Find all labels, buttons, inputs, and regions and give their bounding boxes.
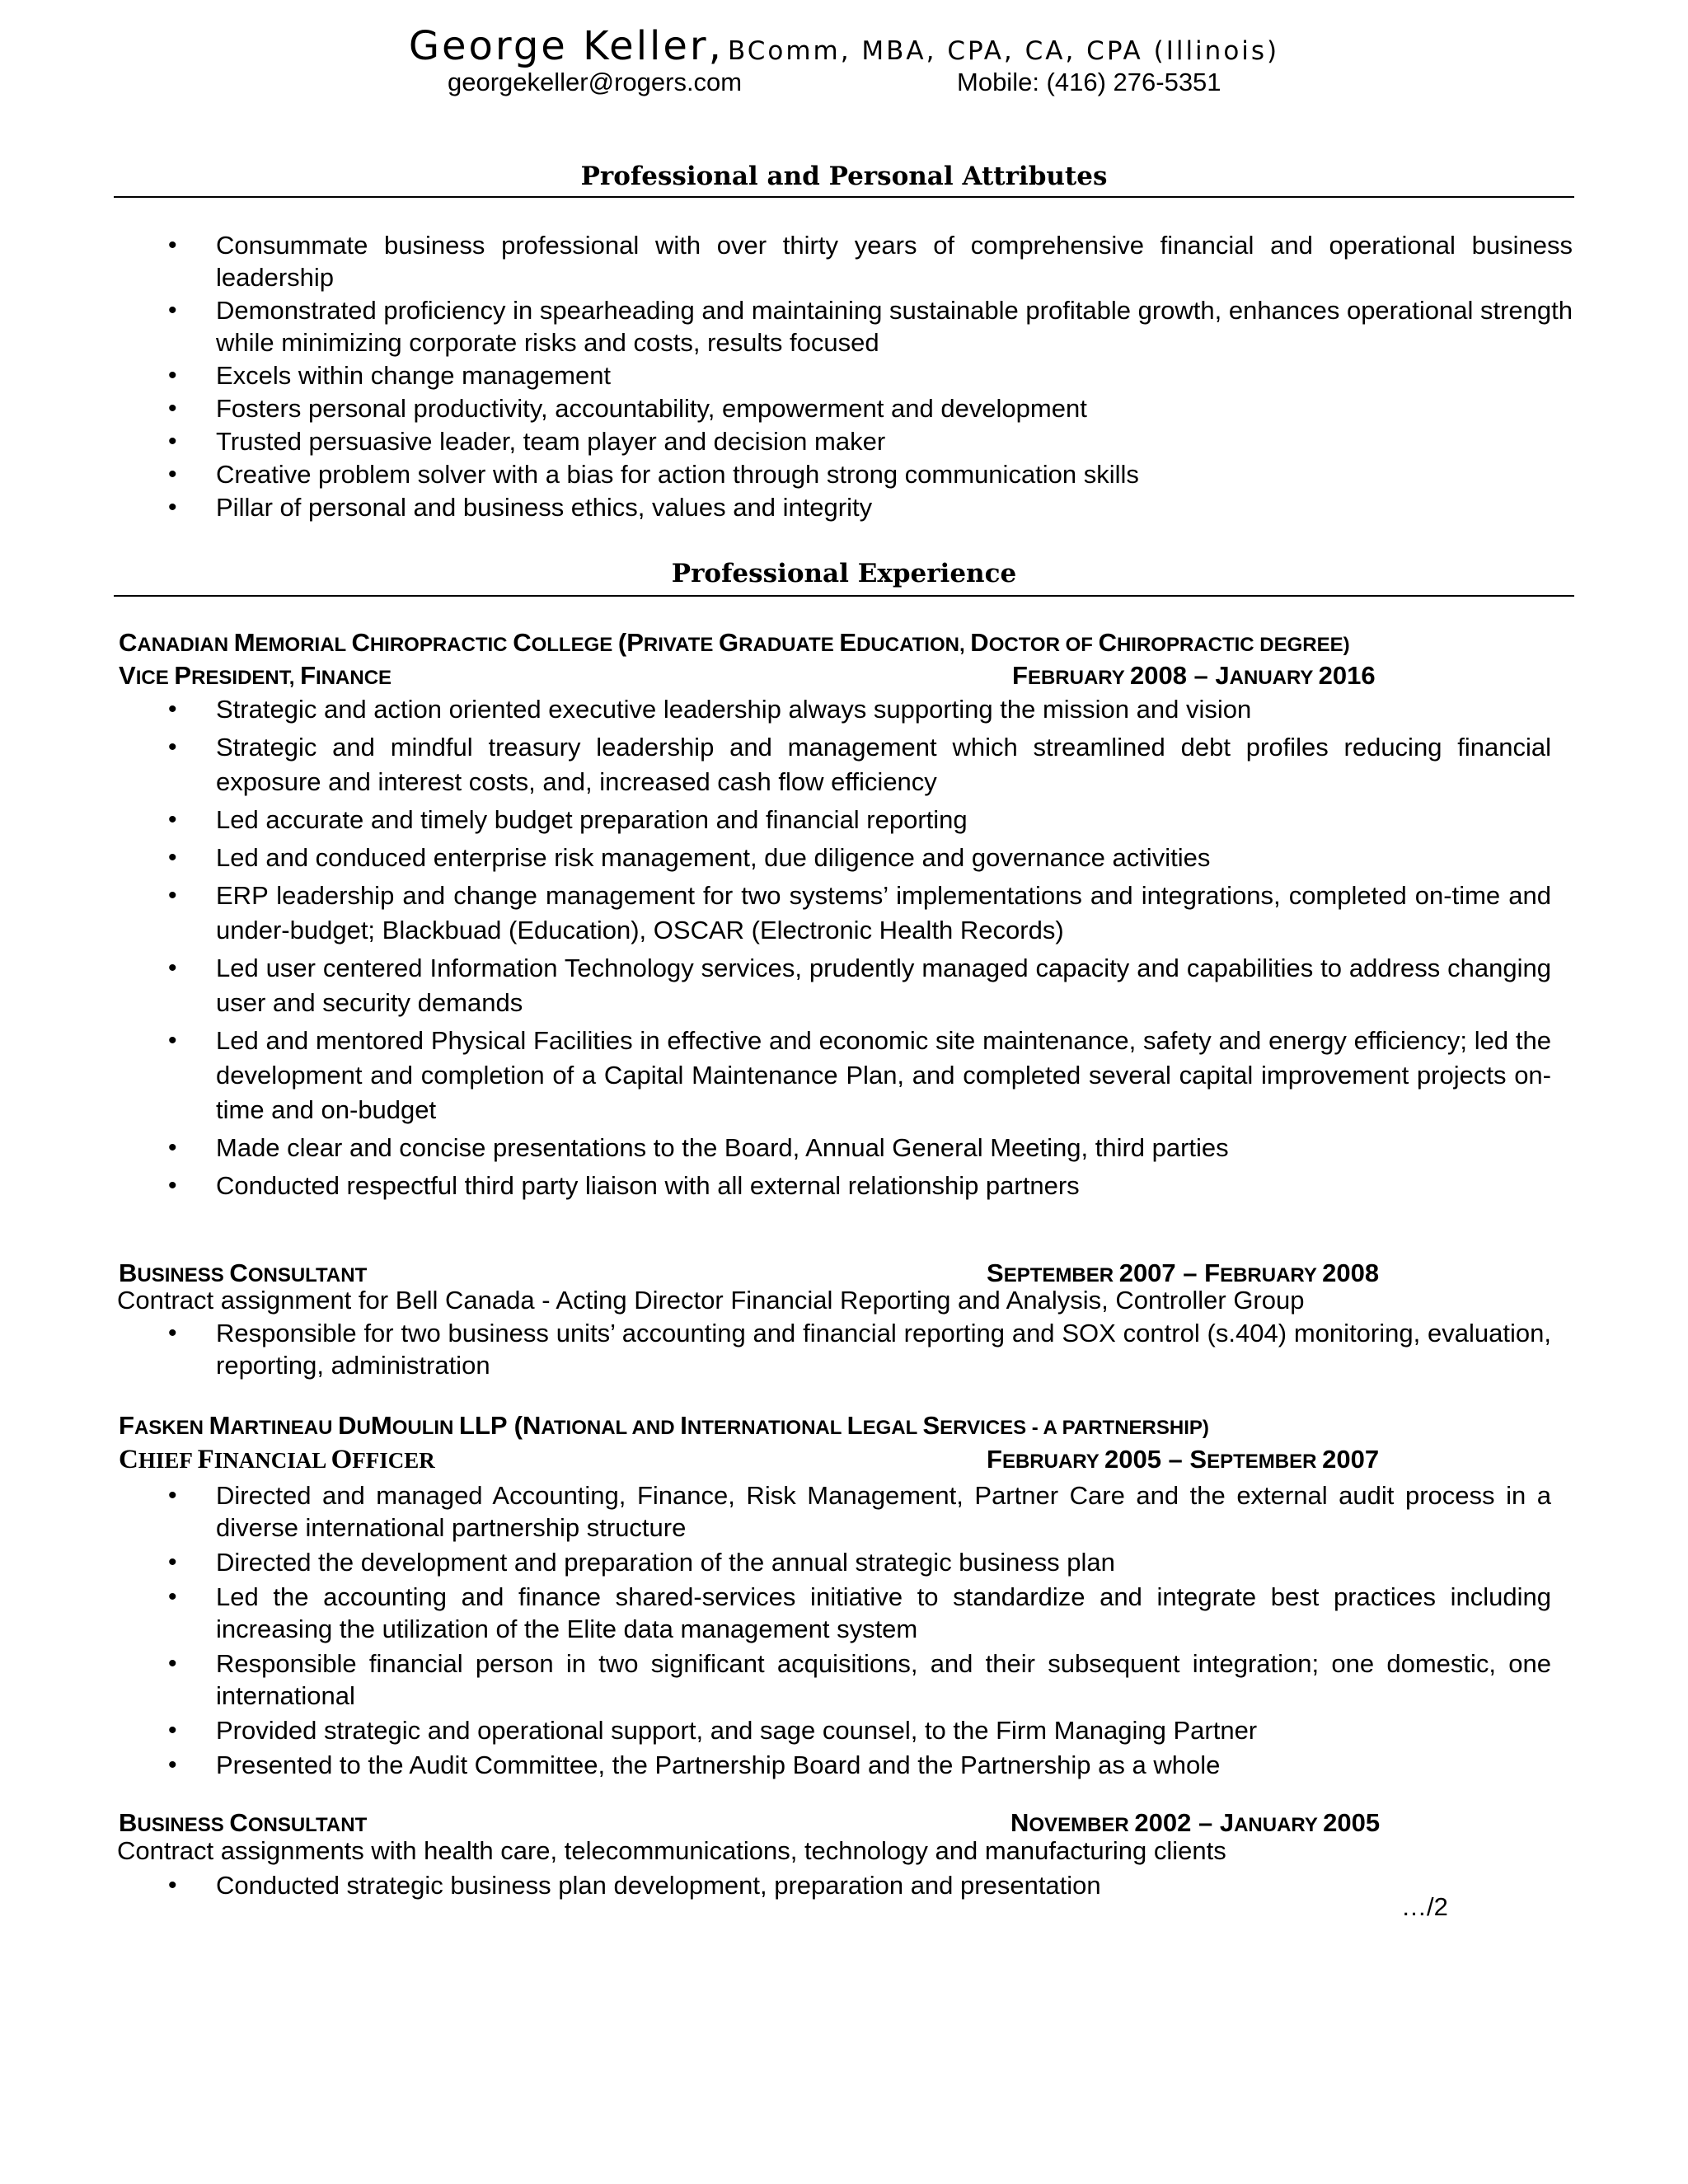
list-item: • Led accurate and timely budget preparation and financial reporting <box>117 803 1551 837</box>
list-item: • Strategic and action oriented executive leadership always supporting the mission and vision <box>117 692 1551 727</box>
list-item: • Responsible financial person in two significant acquisitions, and their subsequent integration; one domestic, one international <box>117 1647 1551 1712</box>
job-3-bullets <box>117 1479 1551 1783</box>
list-item: • Demonstrated proficiency in spearheading and maintaining sustainable profitable growth, enhances operational strength while minimizing corporate risks and costs, results focused <box>117 294 1573 359</box>
header-name-line <box>0 23 1688 69</box>
list-item: • Pillar of personal and business ethics, values and integrity <box>117 491 1573 523</box>
list-item: • Provided strategic and operational support, and sage counsel, to the Firm Managing Partner <box>117 1714 1551 1746</box>
list-item: • Directed the development and preparation of the annual strategic business plan <box>117 1546 1551 1578</box>
applicant-name: George Keller, <box>408 23 724 69</box>
list-item: • Led user centered Information Technology services, prudently managed capacity and capabilities to address changing user and security demands <box>117 951 1551 1020</box>
job-4-description: Contract assignments with health care, telecommunications, technology and manufacturing clients <box>117 1836 1226 1865</box>
list-item: • Led and mentored Physical Facilities in effective and economic site maintenance, safety and energy efficiency; led the development and completion of a Capital Maintenance Plan, and completed several capital improvement projects on-time and on-budget <box>117 1024 1551 1127</box>
list-item: • Made clear and concise presentations to the Board, Annual General Meeting, third parties <box>117 1131 1551 1165</box>
list-item: • Fosters personal productivity, accountability, empowerment and development <box>117 392 1573 424</box>
experience-heading: Professional Experience <box>671 559 1017 588</box>
job-1-title: VICE PRESIDENT, FINANCE <box>119 661 392 690</box>
job-3-organization: FASKEN MARTINEAU DUMOULIN LLP (NATIONAL AND INTERNATIONAL LEGAL SERVICES - A PARTNERSHIP) <box>119 1411 1209 1440</box>
job-1-bullets <box>117 692 1551 1207</box>
list-item: • ERP leadership and change management for two systems’ implementations and integrations, completed on-time and under-budget; Blackbuad (Education), OSCAR (Electronic Health Records) <box>117 879 1551 948</box>
list-item: • Directed and managed Accounting, Finance, Risk Management, Partner Care and the external audit process in a diverse international partnership structure <box>117 1479 1551 1544</box>
list-item: • Led the accounting and finance shared-services initiative to standardize and integrate best practices including increasing the utilization of the Elite data management system <box>117 1581 1551 1645</box>
job-4-bullets <box>117 1869 1551 1904</box>
job-4-dates: NOVEMBER 2002 – JANUARY 2005 <box>1010 1808 1381 1837</box>
attributes-heading: Professional and Personal Attributes <box>580 162 1108 191</box>
job-2-bullets <box>117 1317 1551 1384</box>
job-2-title: BUSINESS CONSULTANT <box>119 1258 368 1287</box>
job-1-dates: FEBRUARY 2008 – JANUARY 2016 <box>1012 661 1376 690</box>
attributes-list <box>117 229 1573 524</box>
list-item: • Responsible for two business units’ accounting and financial reporting and SOX control (s.404) monitoring, evaluation, reporting, administration <box>117 1317 1551 1381</box>
experience-rule <box>114 595 1574 597</box>
list-item: • Led and conduced enterprise risk management, due diligence and governance activities <box>117 841 1551 875</box>
job-3-dates: FEBRUARY 2005 – SEPTEMBER 2007 <box>987 1445 1380 1474</box>
page-continuation-marker: …/2 <box>1401 1892 1448 1921</box>
credentials: BComm, MBA, CPA, CA, CPA (Illinois) <box>727 36 1280 66</box>
list-item: • Consummate business professional with over thirty years of comprehensive financial and operational business leadership <box>117 229 1573 293</box>
job-2-dates: SEPTEMBER 2007 – FEBRUARY 2008 <box>987 1258 1380 1287</box>
mobile-phone: Mobile: (416) 276-5351 <box>957 68 1221 96</box>
job-2-description: Contract assignment for Bell Canada - Acting Director Financial Reporting and Analysis, Controller Group <box>117 1286 1305 1315</box>
list-item: • Conducted strategic business plan development, preparation and presentation <box>117 1869 1551 1901</box>
attributes-rule <box>114 196 1574 198</box>
job-4-title: BUSINESS CONSULTANT <box>119 1808 368 1837</box>
list-item: • Trusted persuasive leader, team player and decision maker <box>117 425 1573 457</box>
list-item: • Creative problem solver with a bias for action through strong communication skills <box>117 458 1573 490</box>
job-1-organization: CANADIAN MEMORIAL CHIROPRACTIC COLLEGE (PRIVATE GRADUATE EDUCATION, DOCTOR OF CHIROPRACTIC DEGREE) <box>119 628 1350 657</box>
list-item: • Presented to the Audit Committee, the Partnership Board and the Partnership as a whole <box>117 1749 1551 1781</box>
list-item: • Conducted respectful third party liaison with all external relationship partners <box>117 1169 1551 1203</box>
list-item: • Excels within change management <box>117 359 1573 391</box>
email: georgekeller@rogers.com <box>448 68 743 96</box>
job-3-title: CHIEF FINANCIAL OFFICER <box>119 1445 435 1474</box>
list-item: • Strategic and mindful treasury leadership and management which streamlined debt profiles reducing financial exposure and interest costs, and, increased cash flow efficiency <box>117 730 1551 799</box>
